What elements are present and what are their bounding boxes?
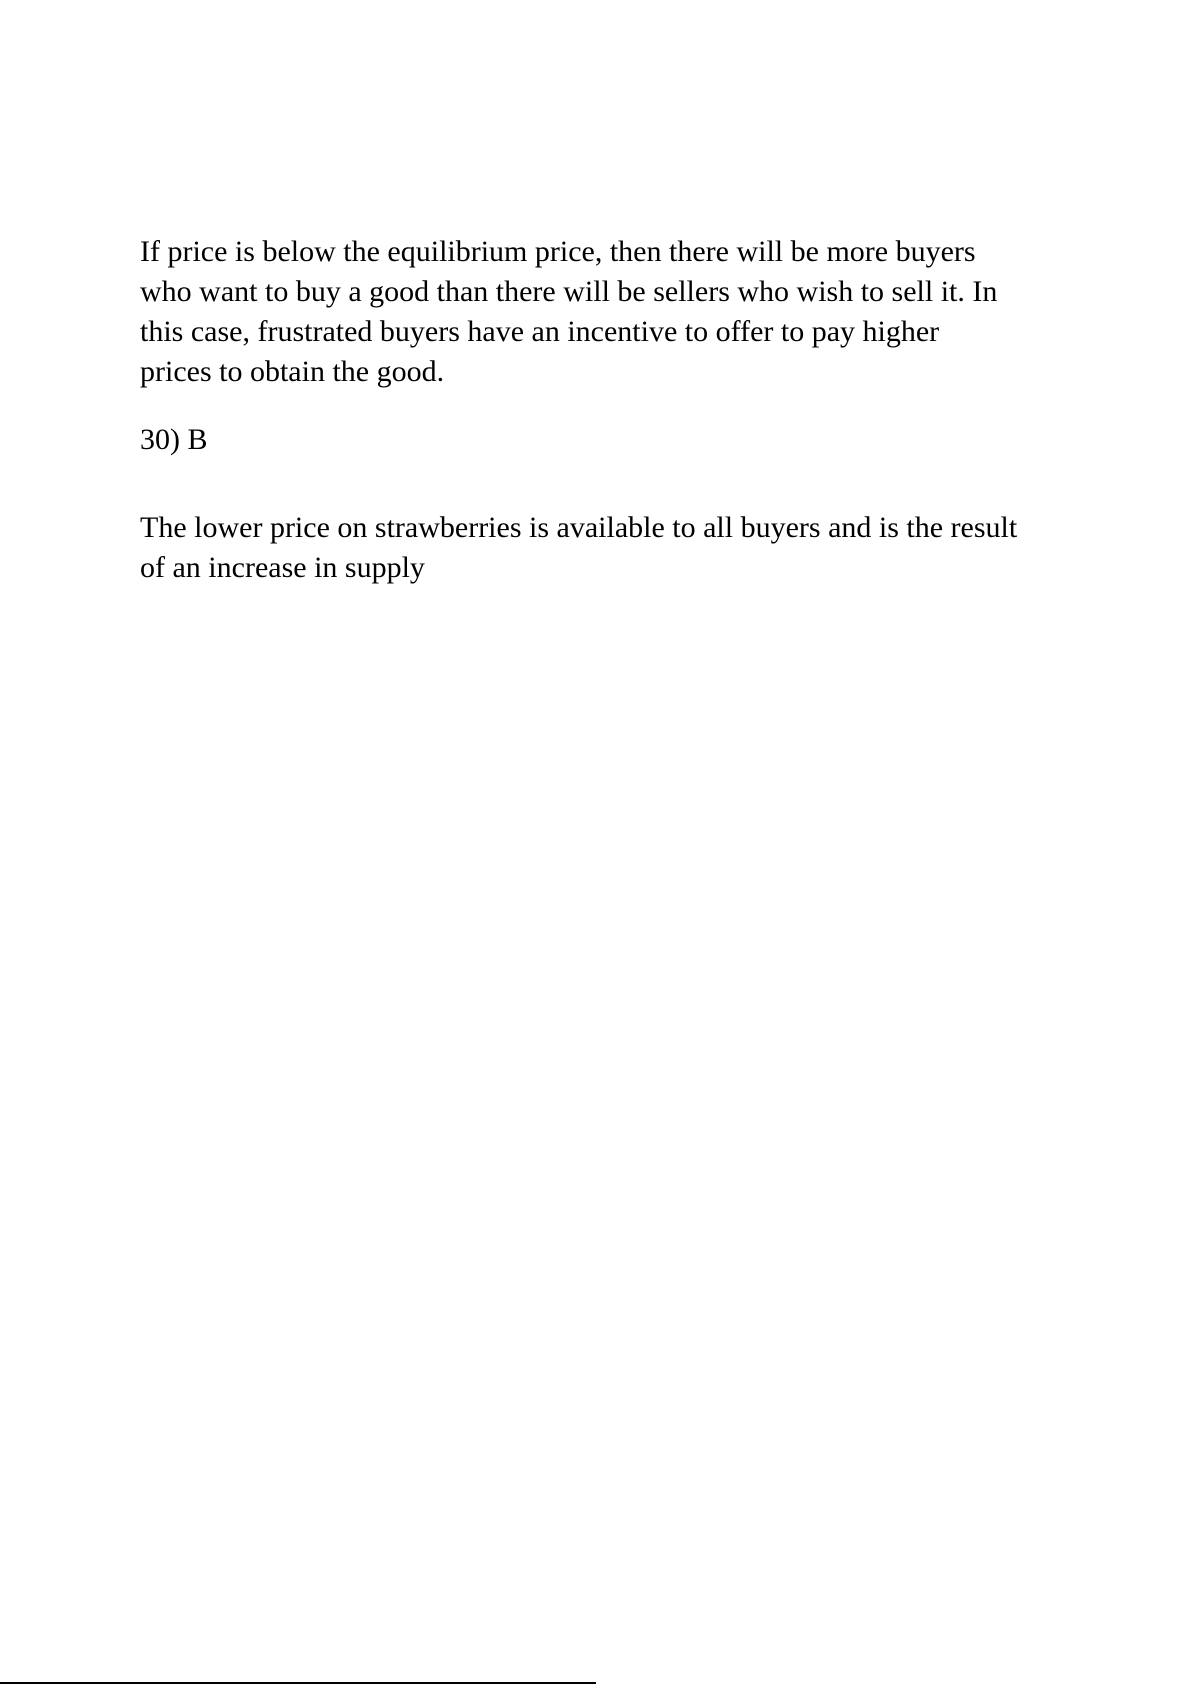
- explanation-paragraph: If price is below the equilibrium price, then there will be more buyers who want to buy a good than there will be sellers who wish to sell it. In this case, frustrated buyers have an incentive to offer to pay higher prices to obtain the good.: [140, 235, 998, 388]
- answer-explanation-paragraph: The lower price on strawberries is available to all buyers and is the result of an increase in supply: [140, 511, 1018, 584]
- answer-label: 30) B: [140, 423, 208, 456]
- footer-divider: [0, 1682, 596, 1684]
